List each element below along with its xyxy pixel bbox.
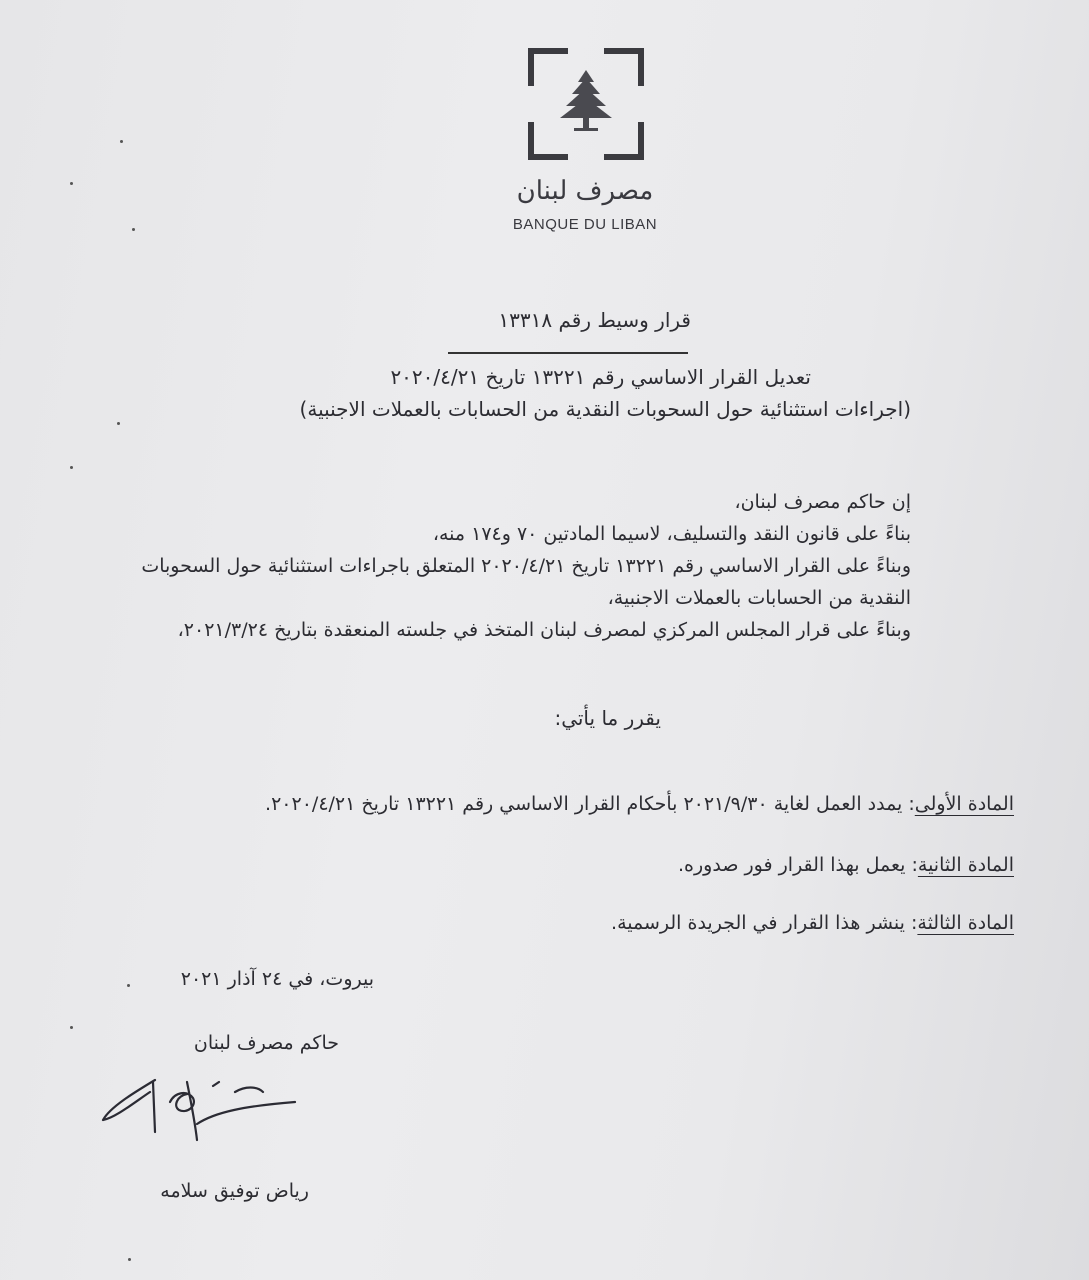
preamble-line: بناءً على قانون النقد والتسليف، لاسيما المادتين ٧٠ و١٧٤ منه، (432, 523, 911, 545)
article-text: : يمدد العمل لغاية ٢٠٢١/٩/٣٠ بأحكام القرار الاساسي رقم ١٣٢٢١ تاريخ ٢٠٢٠/٤/٢١. (265, 793, 915, 815)
paper-speck (132, 228, 135, 231)
decision-heading: يقرر ما يأتي: (554, 706, 661, 730)
article-label: المادة الأولى (914, 793, 1014, 815)
paper-speck (120, 140, 123, 143)
preamble-line: وبناءً على قرار المجلس المركزي لمصرف لبنان المتخذ في جلسته المنعقدة بتاريخ ٢٠٢١/٣/٢٤، (177, 619, 911, 641)
paper-speck (117, 422, 120, 425)
article-text: : يعمل بهذا القرار فور صدوره. (678, 854, 918, 876)
paper-speck (70, 182, 73, 185)
title-divider (448, 352, 688, 354)
article-text: : ينشر هذا القرار في الجريدة الرسمية. (611, 912, 918, 934)
document-subtitle-detail: (اجراءات استثنائية حول السحوبات النقدية من الحسابات بالعملات الاجنبية) (299, 397, 911, 421)
article-second (678, 854, 1014, 876)
preamble-line: وبناءً على القرار الاساسي رقم ١٣٢٢١ تاريخ ٢٠٢٠/٤/٢١ المتعلق باجراءات استثنائية حول السحوبات (141, 555, 911, 577)
document-title: قرار وسيط رقم ١٣٣١٨ (498, 308, 691, 332)
paper-speck (70, 1026, 73, 1029)
article-third (611, 912, 1014, 934)
article-label: المادة الثالثة (917, 912, 1014, 934)
article-label: المادة الثانية (917, 854, 1014, 876)
preamble-line: النقدية من الحسابات بالعملات الاجنبية، (607, 587, 911, 609)
document-subtitle: تعديل القرار الاساسي رقم ١٣٢٢١ تاريخ ٢٠٢٠/٤/٢١ (390, 365, 811, 389)
bank-name-arabic: مصرف لبنان (516, 176, 654, 206)
article-first (265, 793, 1014, 815)
signatory-title: حاكم مصرف لبنان (193, 1032, 339, 1054)
paper-speck (70, 466, 73, 469)
place-and-date: بيروت، في ٢٤ آذار ٢٠٢١ (180, 968, 374, 990)
bank-name-french: BANQUE DU LIBAN (512, 216, 658, 233)
preamble-line: إن حاكم مصرف لبنان، (734, 491, 911, 513)
handwritten-signature-icon (95, 1062, 305, 1152)
signatory-name: رياض توفيق سلامه (160, 1180, 309, 1202)
paper-speck (128, 1258, 131, 1261)
paper-speck (127, 984, 130, 987)
cedar-tree-frame-icon (528, 48, 644, 160)
